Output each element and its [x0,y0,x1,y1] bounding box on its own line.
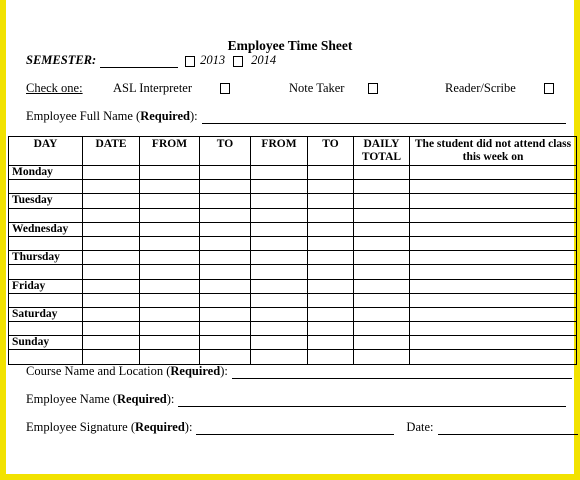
from-2-cell[interactable] [251,222,308,236]
from-2-cell[interactable] [251,336,308,350]
semester-2013-label: 2013 [200,53,226,67]
header-day: DAY [9,137,83,166]
option-note-taker-label: Note Taker [289,81,345,95]
table-row [9,222,577,236]
from-1-cell[interactable] [140,166,200,180]
student-absent-cell[interactable] [410,279,577,293]
from-1-cell[interactable] [140,194,200,208]
student-absent-cell[interactable] [410,336,577,350]
course-name-label: Course Name and Location (Required): [26,364,228,378]
from-2-cell[interactable] [251,279,308,293]
employee-full-name-label: Employee Full Name (Required): [26,109,198,123]
header-daily-total: DAILY TOTAL [354,137,410,166]
table-row [9,307,577,321]
date-cell[interactable] [83,265,140,279]
table-row [9,236,577,250]
from-1-cell[interactable] [140,265,200,279]
date-cell[interactable] [83,222,140,236]
daily-total-cell[interactable] [354,336,410,350]
semester-row [26,53,276,68]
from-1-cell[interactable] [140,208,200,222]
page-title: Employee Time Sheet [227,38,353,53]
date-cell[interactable] [83,208,140,222]
daily-total-cell[interactable] [354,265,410,279]
table-row [9,293,577,307]
student-absent-cell[interactable] [410,236,577,250]
date-cell[interactable] [83,350,140,364]
date-cell[interactable] [83,194,140,208]
table-row [9,279,577,293]
employee-name-input[interactable] [178,394,566,407]
header-from-1: FROM [140,137,200,166]
table-row [9,251,577,265]
from-2-cell[interactable] [251,293,308,307]
to-1-cell[interactable] [200,222,251,236]
from-2-cell[interactable] [251,236,308,250]
table-row [9,265,577,279]
daily-total-cell[interactable] [354,307,410,321]
header-to-1: TO [200,137,251,166]
to-2-cell[interactable] [308,293,354,307]
day-label: Sunday [9,336,83,350]
student-absent-cell[interactable] [410,180,577,194]
from-2-cell[interactable] [251,180,308,194]
to-1-cell[interactable] [200,208,251,222]
semester-input[interactable] [100,55,178,68]
to-1-cell[interactable] [200,279,251,293]
to-2-cell[interactable] [308,208,354,222]
to-2-cell[interactable] [308,180,354,194]
date-cell[interactable] [83,180,140,194]
to-1-cell[interactable] [200,251,251,265]
employee-name-label: Employee Name (Required): [26,392,175,406]
from-1-cell[interactable] [140,307,200,321]
daily-total-cell[interactable] [354,279,410,293]
day-label: Thursday [9,251,83,265]
semester-2014-label: 2014 [251,53,277,67]
table-row [9,166,577,180]
header-date: DATE [83,137,140,166]
from-2-cell[interactable] [251,307,308,321]
from-1-cell[interactable] [140,350,200,364]
header-student-absent: The student did not attend class this week on [410,137,577,166]
date-cell[interactable] [83,166,140,180]
from-2-cell[interactable] [251,166,308,180]
to-2-cell[interactable] [308,166,354,180]
option-asl-interpreter-checkbox[interactable] [220,83,230,94]
to-1-cell[interactable] [200,236,251,250]
day-cell[interactable] [9,322,83,336]
to-1-cell[interactable] [200,293,251,307]
to-2-cell[interactable] [308,236,354,250]
daily-total-cell[interactable] [354,222,410,236]
from-1-cell[interactable] [140,322,200,336]
course-name-input[interactable] [232,366,572,379]
to-2-cell[interactable] [308,265,354,279]
to-1-cell[interactable] [200,322,251,336]
from-2-cell[interactable] [251,194,308,208]
from-1-cell[interactable] [140,222,200,236]
daily-total-cell[interactable] [354,293,410,307]
header-from-2: FROM [251,137,308,166]
day-cell[interactable] [9,208,83,222]
signature-row [26,420,578,435]
semester-2013-checkbox[interactable] [185,56,195,67]
check-one-row [26,81,556,97]
time-sheet-table [8,136,577,365]
from-2-cell[interactable] [251,251,308,265]
daily-total-cell[interactable] [354,322,410,336]
table-row [9,336,577,350]
to-2-cell[interactable] [308,251,354,265]
from-1-cell[interactable] [140,251,200,265]
day-label: Saturday [9,307,83,321]
option-asl-interpreter-label: ASL Interpreter [113,81,193,95]
from-2-cell[interactable] [251,208,308,222]
to-2-cell[interactable] [308,222,354,236]
day-cell[interactable] [9,293,83,307]
to-2-cell[interactable] [308,194,354,208]
option-note-taker-checkbox[interactable] [368,83,378,94]
student-absent-cell[interactable] [410,251,577,265]
date-cell[interactable] [83,307,140,321]
daily-total-cell[interactable] [354,251,410,265]
from-1-cell[interactable] [140,293,200,307]
to-1-cell[interactable] [200,194,251,208]
employee-name-row [26,392,566,407]
date-cell[interactable] [83,251,140,265]
student-absent-cell[interactable] [410,265,577,279]
table-row [9,322,577,336]
to-1-cell[interactable] [200,307,251,321]
employee-full-name-input[interactable] [202,111,566,124]
table-row [9,350,577,364]
table-row [9,208,577,222]
semester-2014-checkbox[interactable] [233,56,243,67]
date-cell[interactable] [83,279,140,293]
option-reader-scribe-label: Reader/Scribe [445,81,516,95]
daily-total-cell[interactable] [354,236,410,250]
day-label: Tuesday [9,194,83,208]
student-absent-cell[interactable] [410,166,577,180]
day-cell[interactable] [9,236,83,250]
to-2-cell[interactable] [308,350,354,364]
check-one-label: Check one: [26,81,83,95]
to-2-cell[interactable] [308,322,354,336]
employee-full-name-row [26,109,566,124]
from-1-cell[interactable] [140,236,200,250]
from-1-cell[interactable] [140,336,200,350]
to-2-cell[interactable] [308,336,354,350]
to-1-cell[interactable] [200,336,251,350]
daily-total-cell[interactable] [354,180,410,194]
student-absent-cell[interactable] [410,307,577,321]
student-absent-cell[interactable] [410,222,577,236]
employee-signature-input[interactable] [196,422,394,435]
to-1-cell[interactable] [200,265,251,279]
daily-total-cell[interactable] [354,208,410,222]
from-2-cell[interactable] [251,265,308,279]
header-to-2: TO [308,137,354,166]
day-cell[interactable] [9,350,83,364]
date-cell[interactable] [83,236,140,250]
from-1-cell[interactable] [140,279,200,293]
student-absent-cell[interactable] [410,350,577,364]
date-cell[interactable] [83,322,140,336]
day-cell[interactable] [9,180,83,194]
daily-total-cell[interactable] [354,350,410,364]
student-absent-cell[interactable] [410,293,577,307]
table-row [9,180,577,194]
to-2-cell[interactable] [308,307,354,321]
from-2-cell[interactable] [251,322,308,336]
student-absent-cell[interactable] [410,322,577,336]
date-cell[interactable] [83,293,140,307]
option-reader-scribe-checkbox[interactable] [544,83,554,94]
course-name-row [26,364,572,379]
student-absent-cell[interactable] [410,194,577,208]
table-row [9,194,577,208]
employee-signature-label: Employee Signature (Required): [26,420,193,434]
to-1-cell[interactable] [200,180,251,194]
daily-total-cell[interactable] [354,166,410,180]
day-label: Wednesday [9,222,83,236]
date-cell[interactable] [83,336,140,350]
daily-total-cell[interactable] [354,194,410,208]
to-1-cell[interactable] [200,350,251,364]
day-label: Friday [9,279,83,293]
student-absent-cell[interactable] [410,208,577,222]
table-header-row [9,137,577,166]
from-1-cell[interactable] [140,180,200,194]
to-1-cell[interactable] [200,166,251,180]
day-label: Monday [9,166,83,180]
semester-label: SEMESTER: [26,53,97,67]
day-cell[interactable] [9,265,83,279]
date-input[interactable] [438,422,578,435]
date-label: Date: [406,420,434,434]
to-2-cell[interactable] [308,279,354,293]
from-2-cell[interactable] [251,350,308,364]
